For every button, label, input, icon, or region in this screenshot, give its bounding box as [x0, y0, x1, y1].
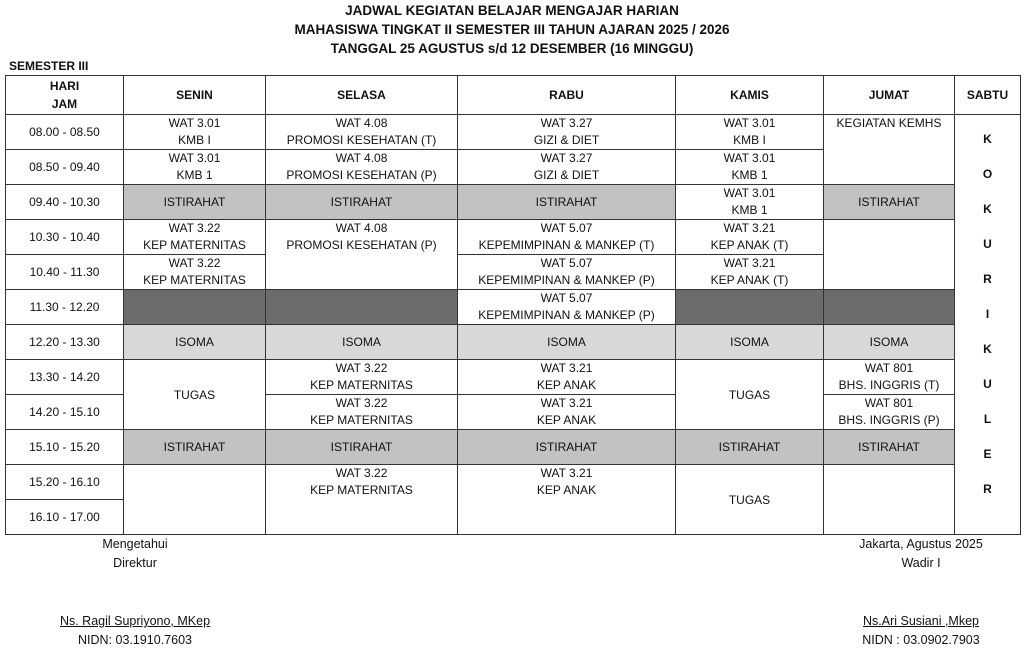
table-row [6, 220, 1021, 255]
course-cell [124, 255, 266, 290]
course-cell [266, 150, 458, 185]
hari-jam-header [6, 76, 124, 115]
blocked-cell [266, 290, 458, 325]
isoma-cell: ISOMA [266, 325, 458, 360]
empty-cell [124, 465, 266, 535]
course-name: KEP MATERNITAS [310, 413, 413, 427]
time-slot: 15.20 - 16.10 [6, 465, 124, 500]
course-name: KEPEMIMPINAN & MANKEP (T) [478, 238, 655, 252]
kokur-letter: K [983, 132, 992, 146]
course-cell [676, 185, 824, 220]
schedule-table [5, 75, 1021, 535]
senin-header: SENIN [124, 76, 266, 115]
room-code: WAT 5.07 [540, 256, 593, 270]
table-row [6, 465, 1021, 500]
room-code: WAT 3.27 [540, 116, 593, 130]
kokur-letter: K [983, 202, 992, 216]
title-line-1: JADWAL KEGIATAN BELAJAR MENGAJAR HARIAN [345, 3, 679, 18]
istirahat-cell: ISTIRAHAT [266, 430, 458, 465]
course-cell [266, 115, 458, 150]
rabu-header: RABU [458, 76, 676, 115]
course-cell [458, 290, 676, 325]
kegiatan-kemhs-cell [824, 115, 955, 185]
room-code: WAT 3.21 [723, 221, 776, 235]
course-name: GIZI & DIET [533, 168, 600, 182]
kokur-letter: U [983, 237, 992, 251]
course-cell [458, 115, 676, 150]
course-cell [458, 255, 676, 290]
course-cell [824, 360, 955, 395]
isoma-cell: ISOMA [824, 325, 955, 360]
jam-label: JAM [51, 97, 78, 111]
room-code: WAT 4.08 [335, 151, 388, 165]
title-line-3: TANGGAL 25 AGUSTUS s/d 12 DESEMBER (16 MINGGU) [330, 41, 694, 56]
time-slot: 13.30 - 14.20 [6, 360, 124, 395]
time-slot: 12.20 - 13.30 [6, 325, 124, 360]
table-row [6, 360, 1021, 395]
room-code: WAT 3.21 [540, 361, 593, 375]
semester-label: SEMESTER III [9, 59, 89, 73]
room-code: WAT 5.07 [540, 291, 593, 305]
left-sign-line1: Mengetahui [102, 537, 168, 551]
kokur-letter: I [985, 307, 990, 321]
kokur-letter: O [982, 167, 993, 181]
time-slot: 15.10 - 15.20 [6, 430, 124, 465]
course-name: KMB I [178, 133, 211, 147]
room-code: WAT 4.08 [335, 116, 388, 130]
time-slot: 09.40 - 10.30 [6, 185, 124, 220]
room-code: WAT 3.01 [723, 186, 776, 200]
istirahat-cell: ISTIRAHAT [458, 185, 676, 220]
isoma-cell: ISOMA [458, 325, 676, 360]
right-sign-line2: Wadir I [901, 556, 941, 570]
course-name: KMB I [733, 133, 766, 147]
left-signatory-name: Ns. Ragil Supriyono, MKep [59, 614, 211, 628]
course-name: KEP MATERNITAS [310, 483, 413, 497]
course-cell [124, 150, 266, 185]
kokur-letter: K [983, 342, 992, 356]
right-approval-block [830, 535, 1012, 573]
course-name: KEP ANAK (T) [710, 238, 789, 252]
course-name: KEP ANAK [536, 378, 597, 392]
course-name: KEP ANAK [536, 483, 597, 497]
course-name: KEP ANAK [536, 413, 597, 427]
table-row [6, 115, 1021, 150]
istirahat-cell: ISTIRAHAT [266, 185, 458, 220]
room-code: WAT 5.07 [540, 221, 593, 235]
left-sign-line2: Direktur [113, 556, 157, 570]
course-cell [676, 255, 824, 290]
istirahat-cell: ISTIRAHAT [124, 430, 266, 465]
room-code: WAT 3.21 [540, 466, 593, 480]
course-name: KMB 1 [731, 168, 768, 182]
kokur-letter: U [983, 377, 992, 391]
course-name: PROMOSI KESEHATAN (P) [286, 168, 437, 182]
jumat-header: JUMAT [824, 76, 955, 115]
right-signatory-nidn: NIDN : 03.0902.7903 [862, 633, 980, 647]
tugas-cell: TUGAS [124, 360, 266, 430]
course-name: KEPEMIMPINAN & MANKEP (P) [478, 273, 655, 287]
room-code: WAT 3.01 [168, 116, 221, 130]
empty-cell [824, 465, 955, 535]
course-cell [676, 150, 824, 185]
room-code: WAT 3.22 [335, 361, 388, 375]
time-slot: 08.00 - 08.50 [6, 115, 124, 150]
title-line-2: MAHASISWA TINGKAT II SEMESTER III TAHUN AJARAN 2025 / 2026 [294, 22, 730, 37]
tugas-cell: TUGAS [676, 465, 824, 535]
room-code: WAT 4.08 [335, 221, 388, 235]
right-signatory-name: Ns.Ari Susiani ,Mkep [862, 614, 979, 628]
istirahat-cell: ISTIRAHAT [124, 185, 266, 220]
istirahat-cell: ISTIRAHAT [824, 430, 955, 465]
isoma-cell: ISOMA [124, 325, 266, 360]
room-code: WAT 801 [864, 396, 914, 410]
isoma-cell: ISOMA [676, 325, 824, 360]
document-title-block [0, 0, 1024, 58]
hari-label: HARI [49, 79, 80, 93]
course-cell [124, 220, 266, 255]
room-code: WAT 3.21 [540, 396, 593, 410]
activity-name: KEGIATAN KEMHS [836, 116, 942, 130]
selasa-header: SELASA [266, 76, 458, 115]
istirahat-cell: ISTIRAHAT [458, 430, 676, 465]
course-name: KEP ANAK (T) [710, 273, 789, 287]
course-name: KEP MATERNITAS [143, 238, 246, 252]
left-approval-block [60, 535, 210, 573]
sabtu-header: SABTU [955, 76, 1021, 115]
kokurikuler-column [955, 115, 1021, 535]
room-code: WAT 3.22 [168, 256, 221, 270]
course-cell [458, 150, 676, 185]
room-code: WAT 3.22 [168, 221, 221, 235]
kokur-letter: R [983, 482, 992, 496]
course-name: PROMOSI KESEHATAN (T) [286, 133, 437, 147]
time-slot: 10.30 - 10.40 [6, 220, 124, 255]
table-row [6, 325, 1021, 360]
room-code: WAT 3.27 [540, 151, 593, 165]
course-cell [458, 465, 676, 535]
tugas-cell: TUGAS [676, 360, 824, 430]
course-cell [458, 395, 676, 430]
course-name: BHS. INGGRIS (P) [838, 413, 940, 427]
course-cell [266, 360, 458, 395]
room-code: WAT 3.21 [723, 256, 776, 270]
left-signature [40, 612, 230, 650]
course-name: PROMOSI KESEHATAN (P) [286, 238, 437, 252]
room-code: WAT 3.22 [335, 466, 388, 480]
room-code: WAT 801 [864, 361, 914, 375]
time-slot: 08.50 - 09.40 [6, 150, 124, 185]
room-code: WAT 3.01 [723, 151, 776, 165]
course-name: KMB 1 [176, 168, 213, 182]
time-slot: 14.20 - 15.10 [6, 395, 124, 430]
course-cell [676, 220, 824, 255]
table-row [6, 185, 1021, 220]
course-cell [824, 395, 955, 430]
kamis-header: KAMIS [676, 76, 824, 115]
kokur-letter: R [983, 272, 992, 286]
time-slot: 10.40 - 11.30 [6, 255, 124, 290]
left-signatory-nidn: NIDN: 03.1910.7603 [78, 633, 192, 647]
course-cell [458, 220, 676, 255]
blocked-cell [124, 290, 266, 325]
blocked-cell [676, 290, 824, 325]
time-slot: 11.30 - 12.20 [6, 290, 124, 325]
right-signature [836, 612, 1006, 650]
course-cell [676, 115, 824, 150]
table-row [6, 290, 1021, 325]
course-cell [266, 220, 458, 290]
room-code: WAT 3.22 [335, 396, 388, 410]
course-name: KEPEMIMPINAN & MANKEP (P) [478, 308, 655, 322]
course-name: GIZI & DIET [533, 133, 600, 147]
kokur-letter: L [983, 412, 992, 426]
kokur-letter: E [983, 447, 992, 461]
course-cell [266, 465, 458, 535]
empty-cell [824, 220, 955, 290]
istirahat-cell: ISTIRAHAT [824, 185, 955, 220]
course-name: KMB 1 [731, 203, 768, 217]
table-row [6, 430, 1021, 465]
course-name: BHS. INGGRIS (T) [838, 378, 940, 392]
course-cell [266, 395, 458, 430]
header-row [6, 76, 1021, 115]
blocked-cell [824, 290, 955, 325]
course-cell [458, 360, 676, 395]
time-slot: 16.10 - 17.00 [6, 500, 124, 535]
room-code: WAT 3.01 [723, 116, 776, 130]
course-cell [124, 115, 266, 150]
right-sign-line1: Jakarta, Agustus 2025 [859, 537, 983, 551]
room-code: WAT 3.01 [168, 151, 221, 165]
course-name: KEP MATERNITAS [143, 273, 246, 287]
istirahat-cell: ISTIRAHAT [676, 430, 824, 465]
course-name: KEP MATERNITAS [310, 378, 413, 392]
